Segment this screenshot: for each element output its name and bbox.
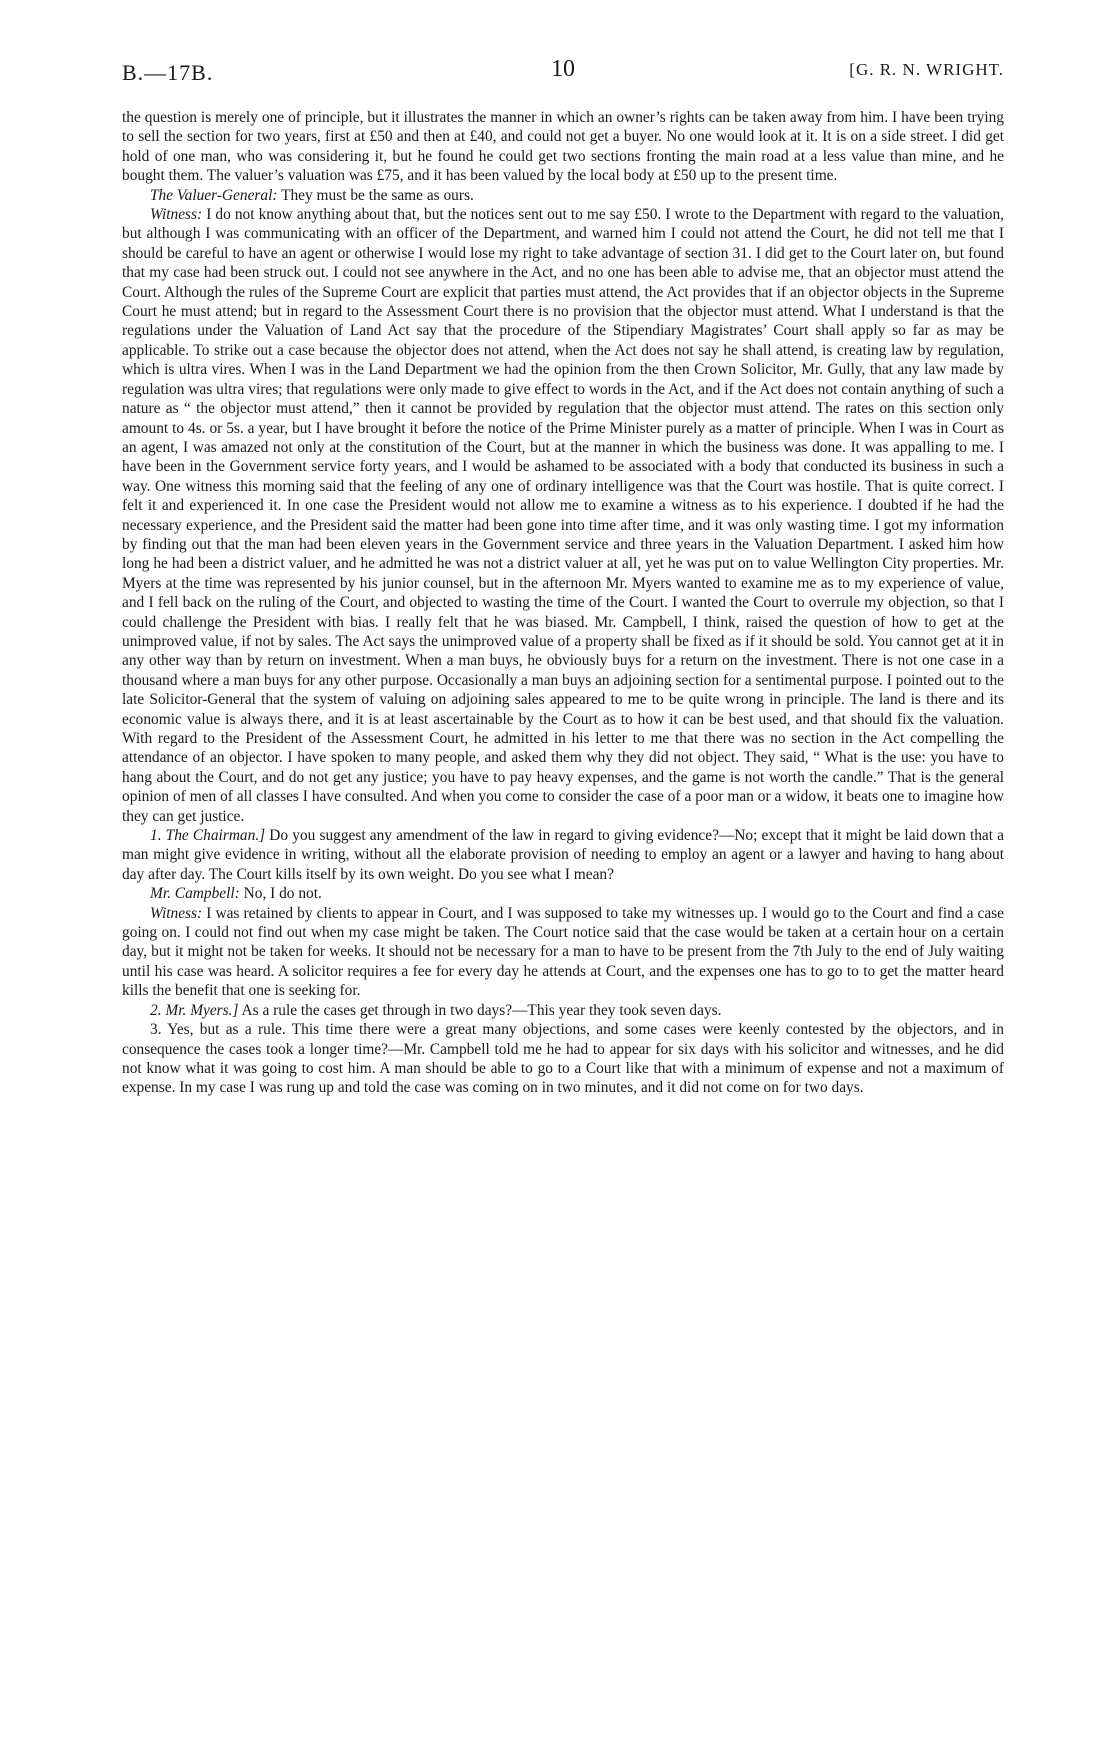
paragraph-text: Do you suggest any amendment of the law in regard to giving evidence?—No; except that it might be laid down that a man might give evidence in writing, without all the elaborate provision of needing to employ an agent or a lawyer and having to hang about day after day. The Court kills itself by its own weight. Do you see what I mean?: [122, 827, 1005, 883]
paragraph-text: the question is merely one of principle, but it illustrates the manner in which an owner’s rights can be taken away from him. I have been trying to sell the section for two years, first at £50 and then at £40, and could not get a buyer. No one would look at it. It is on a side street. I did get hold of one man, who was considering it, but he found he could get two sections fronting the main road at a less value than mine, and he bought them. The valuer’s valuation was £75, and it has been valued by the local body at £50 up to the present time.: [122, 109, 1004, 185]
paragraph-7: [122, 1001, 1004, 1020]
speaker: The Valuer-General:: [150, 186, 278, 204]
paragraph-5: [122, 884, 1004, 903]
paragraph-3: [122, 205, 1004, 826]
speaker: 1. The Chairman.]: [150, 827, 266, 845]
speaker: Witness:: [150, 904, 203, 922]
evidence-text: [122, 108, 1004, 1098]
witness-name-header: [G. R. N. WRIGHT.: [849, 60, 1004, 79]
paragraph-2: [122, 186, 1004, 205]
paragraph-text: I was retained by clients to appear in Court, and I was supposed to take my witnesses up. I would go to the Court and find a case going on. I could not find out when my case might be taken. The Court notice said that the case would be taken at a certain hour on a certain day, but it might not be taken for weeks. It should not be necessary for a man to have to be present from the 7th July to the end of July waiting until his case was heard. A solicitor requires a fee for every day he attends at Court, and the expenses one has to go to to get the matter heard kills the benefit that one is seeking for.: [122, 904, 1004, 1000]
paragraph-text: I do not know anything about that, but the notices sent out to me say £50. I wrote to the Department with regard to the valuation, but although I was communicating with an officer of the Department, and warned him I could not attend the Court, he did not tell me that I should be careful to have an agent or otherwise I would lose my right to take advantage of section 31. I did get to the Court later on, but found that my case had been struck out. I could not see anywhere in the Act, and no one has been able to advise me, that an objector must attend the Court. Although the rules of the Supreme Court are explicit that parties must attend, the Act provides that if an objector objects in the Supreme Court he must attend; but in regard to the Assessment Court there is no provision that the objector must attend. What I understand is that the regulations under the Valuation of Land Act say that the procedure of the Stipendiary Magistrates’ Court shall apply so far as may be applicable. To strike out a case because the objector does not attend, when the Act does not say he shall attend, is creating law by regulation, which is ultra vires. When I was in the Land Department we had the opinion from the then Crown Solicitor, Mr. Gully, that any law made by regulation was ultra vires; that regulations were only made to give effect to words in the Act, and if the Act does not contain anything of such a nature as “ the objector must attend,” then it cannot be provided by regulation that the objector must attend. The rates on this section only amount to 4s. or 5s. a year, but I have brought it before the notice of the Prime Minister purely as a matter of principle. When I was in Court as an agent, I was amazed not only at the constitution of the Court, but at the manner in which the business was done. It was appalling to me. I have been in the Government service forty years, and I would be ashamed to be associated with a body that conducted its business in such a way. One witness this morning said that the feeling of any one of ordinary intelligence was that the Court was hostile. That is quite correct. I felt it and experienced it. In one case the President would not allow me to examine a witness as to his experience. I doubted if he had the necessary experience, and the President said the matter had been gone into time after time, and it was only wasting time. I got my information by finding out that the man had been eleven years in the Government service and three years in the Valuation Department. I asked him how long he had been a district valuer, and he admitted he was not a district valuer at all, yet he was put on to value Wellington City properties. Mr. Myers at the time was represented by his junior counsel, but in the afternoon Mr. Myers wanted to examine me as to my experience of value, and I fell back on the ruling of the Court, and objected to wasting the time of the Court. I wanted the Court to overrule my objection, so that I could challenge the President with bias. I really felt that he was biased. Mr. Campbell, I think, raised the question of how to get at the unimproved value, if not by sales. The Act says the unimproved value of a property shall be fixed as if it should be sold. You cannot get at it in any other way than by return on investment. When a man buys, he obviously buys for a return on the investment. There is not one case in a thousand where a man buys for any other purpose. Occasionally a man buys an adjoining section for a sentimental purpose. I pointed out to the late Solicitor-General that the system of valuing on adjoining sales appeared to me to be quite wrong in principle. The land is there and its economic value is always there, and it is at least ascertainable by the Court as to how it can be best used, and that should fix the valuation. With regard to the President of the Assessment Court, he admitted in his letter to me that there was no section in the Act compelling the attendance of an objector. I have spoken to many people, and asked them why they did not object. They said, “ What is the use: you have to hang about the Court, and do not get any justice; you have to pay heavy expenses, and the game is not worth the candle.” That is the general opinion of men of all classes I have consulted. And when you come to consider the case of a poor man or a widow, it beats one to imagine how they can get justice.: [122, 206, 1004, 825]
paragraph-text: They must be the same as ours.: [277, 186, 474, 204]
speaker: Mr. Campbell:: [150, 885, 240, 903]
paragraph-4: [122, 826, 1004, 884]
paragraph-text: As a rule the cases get through in two days?—This year they took seven days.: [238, 1001, 722, 1019]
paragraph-8: [122, 1020, 1004, 1098]
page-header: [122, 52, 1004, 92]
paragraph-text: No, I do not.: [239, 885, 322, 903]
paragraph-6: [122, 904, 1004, 1001]
paper-reference: B.—17B.: [122, 60, 214, 85]
paragraph-1: [122, 108, 1004, 186]
paragraph-text: 3. Yes, but as a rule. This time there were a great many objections, and some cases were keenly contested by the objectors, and in consequence the cases took a longer time?—Mr. Campbell told me he had to appear for six days with his solicitor and witnesses, and he did not know what it was going to cost him. A man should be able to go to a Court like that with a minimum of expense and not a maximum of expense. In my case I was rung up and told the case was coming on in two minutes, and it did not come on for two days.: [122, 1021, 1004, 1097]
speaker: Witness:: [150, 206, 203, 224]
page-number: 10: [551, 56, 575, 82]
speaker: 2. Mr. Myers.]: [150, 1001, 239, 1019]
